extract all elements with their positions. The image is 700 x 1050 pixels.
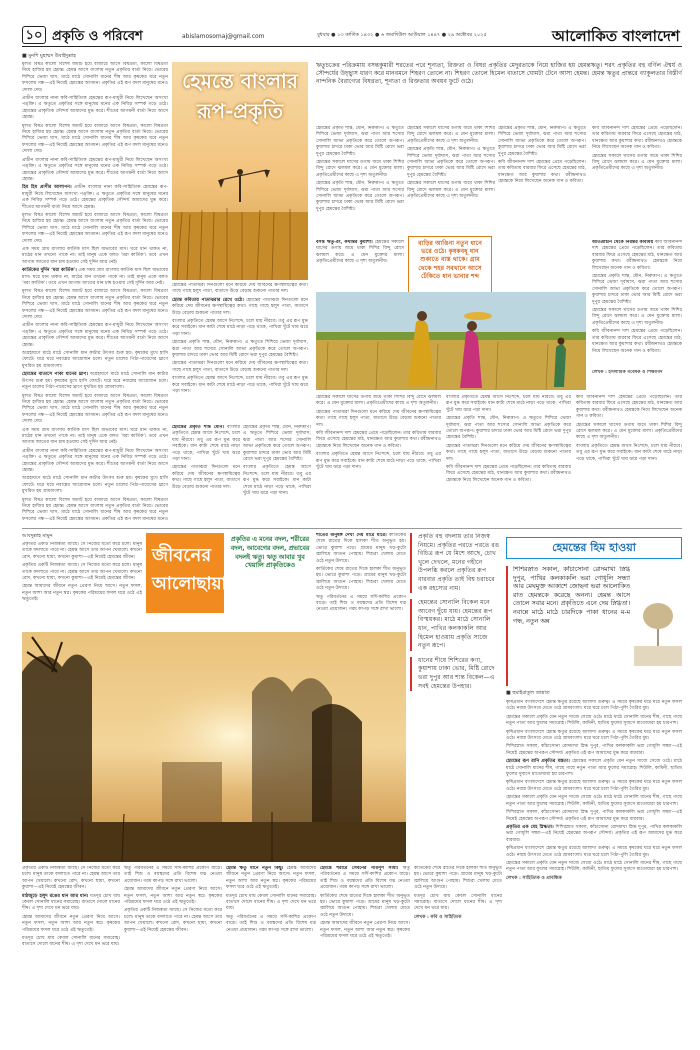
page-number: ১০ bbox=[22, 26, 46, 44]
paragraph: বাংলার প্রকৃতিতে হেমন্ত আসে নিঃশব্দে, চলে যায় নীরবে। তবু এর রূপ মুগ্ধ করে সবাইকে। ধান কাটা শেষে মাঠে নাড়া পড়ে থাকে, পাখিরা খুঁটে খায় ঝরে পড়া দানা। bbox=[172, 425, 240, 463]
article1-col4 bbox=[498, 126, 586, 240]
article1-col3 bbox=[407, 126, 495, 240]
paragraph: মূলত বিষণ্ণ কালো বিশেষ জমাট হয়ে বাজারে আসে বিষণ্ণতা, কালো বিষণ্ণতা নিয়ে হাজির হয় হেমন্ত। হেমন্ত আসে বাংলায় নতুন প্রকৃতির বার্তা নিয়ে। ভোরের শিশিরে ভেজা ঘাস, মাঠে মাঠে সোনালি ধানের শীষ আর কৃষকের ঘরে নতুন ফসলের গন্ধ—এই নিয়েই হেমন্তের আগমন। প্রকৃতির এই রূপ বদল মানুষের মনেও দোলা দেয়। bbox=[22, 289, 168, 321]
subheading: হেমন্তে শরীরে সেবনের পরিপূর্ণ সীমা। bbox=[320, 866, 399, 871]
paragraph: কবি জীবনানন্দ দাশ হেমন্তের প্রেমে পড়েছিলেন। তার কবিতায় বারবার ফিরে এসেছে হেমন্তের মাঠ, ধানক্ষেত আর কুয়াশার কথা। রবীন্দ্রনাথও হেমন্তকে নিয়ে লিখেছেন অনেক গান ও কবিতা। bbox=[592, 240, 682, 271]
article1-col1 bbox=[22, 62, 168, 520]
paragraph: হেমন্তের সকালে ঘাসের ডগায় জমে থাকা শিশির বিন্দু রোদে ঝলমল করে। এ যেন মুক্তোর মালা। প্রকৃতিপ্রেমীদের কাছে এ দৃশ্য অতুলনীয়। bbox=[592, 153, 682, 172]
writer-credit: লেখক : সাহিত্যিক ও প্রাবন্ধিক bbox=[506, 875, 562, 881]
paragraph: হেমন্তের সকালে ঘাসের ডগায় জমে থাকা শিশির বিন্দু রোদে ঝলমল করে। এ যেন মুক্তোর মালা। প্রকৃতিপ্রেমীদের কাছে এ দৃশ্য অতুলনীয়। bbox=[316, 395, 441, 407]
subheading: প্রকৃতির এক মেহ স্নিগ্ধতা। bbox=[506, 824, 554, 830]
subheading: হেমন্ত কবিতায় পাতাঝরার রেখে ওঠে। bbox=[172, 297, 244, 303]
article2-title-block bbox=[146, 533, 227, 613]
paragraph: এক সময় গ্রাম বাংলায় কার্তিক মাস ছিল অভাবের মাস। ঘরে ধান থাকত না, মাঠের ধান তখনো পাকে না। তাই মানুষ একে বলত ‘মরা কার্তিক’। তবে এখন আগাম জাতের ধান চাষ হওয়ায় সেই দুর্দিন আর নেই। bbox=[22, 246, 168, 265]
masthead-logo: আলোকিত বাংলাদেশ bbox=[552, 27, 680, 45]
image-tree-mist bbox=[634, 566, 682, 666]
article1-row2-col1 bbox=[172, 283, 308, 423]
header-email[interactable]: abislamosomaj@gmail.com bbox=[182, 33, 265, 40]
paragraph: হেমন্তের পাতাঝরা দিনগুলো মনে করিয়ে দেয় জীবনের ক্ষণস্থায়িত্বের কথা। গাছে গাছে হলুদ পাতা, বাতাসে উড়ে বেড়ায় শুকনো পাতার দল। bbox=[172, 465, 240, 490]
subheading: শীতের অনুষঙ্গ দেখা দেয় মীরে মীরে। bbox=[316, 533, 387, 538]
paragraph: কার্তিকের শেষে রাতের দিকে হালকা শীত অনুভূত হয়। ভোরে কুয়াশা পড়ে। গ্রামের মানুষ খড়-কুটো জ্বালিয়ে আগুন পোহায়। শিশুরা খেলায় মেতে ওঠে নতুন উদ্যমে। bbox=[320, 893, 410, 918]
paragraph: কার্তিকের শেষে রাতের দিকে হালকা শীত অনুভূত হয়। ভোরে কুয়াশা পড়ে। গ্রামের মানুষ খড়-কুটো জ্বালিয়ে আগুন পোহায়। শিশুরা খেলায় মেতে ওঠে নতুন উদ্যমে। bbox=[316, 533, 406, 564]
article2-col-left bbox=[22, 542, 142, 627]
subheading: বসন্ত ঋতু-রং, কথান্তর কুয়াশা। bbox=[316, 240, 373, 245]
paragraph: কৃষিপ্রধান বাংলাদেশে হেমন্ত ঋতুর রয়েছে আলাদা গুরুত্ব। এ সময়ে কৃষকের ঘরে ঘরে নতুন ফসল ওঠে। নবান্ন উৎসবে মেতে ওঠে গ্রামবাংলা। ঘরে ঘরে চলে পিঠা-পুলি তৈরির ধুম। bbox=[506, 780, 682, 792]
paragraph: হেমন্তের প্রকৃতি শান্ত, মৌন, নিরুত্তাপ। এ ঋতুতে শিশিরে ভেজা দূর্বাঘাস, ঝরা পাতা আর শস্যের সোনালি আভা প্রকৃতিকে করে তোলে অপরূপ। কুয়াশার চাদরে ঢাকা ভোর আর মিষ্টি রোদে ভরা দুপুর হেমন্তের বৈশিষ্ট্য। bbox=[172, 340, 308, 359]
paragraph: অগ্রহায়ণে মাঠে মাঠে সোনালি ধান কাটার উৎসব শুরু হয়। কৃষকের মুখে হাসি ফোটে। ঘরে ঘরে নবান্নের আয়োজন চলে। নতুন চালের পিঠা-পায়েসের ঘ্রাণে মুখরিত হয় গ্রামবাংলা। bbox=[22, 476, 168, 495]
article1-col2 bbox=[316, 126, 404, 240]
paragraph: প্রকৃতির একটি নিজস্বতা আছে। সে নিজের মতো করে চলে। মানুষ তাকে বদলাতে পারে না। হেমন্ত আসে তার আপন খেয়ালে। কখনো রোদ, কখনো ছায়া, কখনো কুয়াশা—এই নিয়েই হেমন্তের জীবন। bbox=[124, 908, 222, 933]
paragraph: অগ্রহায়ণে মাঠে মাঠে সোনালি ধান কাটার উৎসব শুরু হয়। কৃষকের মুখে হাসি ফোটে। ঘরে ঘরে নবান্নের আয়োজন চলে। নতুন চালের পিঠা-পায়েসের ঘ্রাণে মুখরিত হয় গ্রামবাংলা। bbox=[22, 372, 168, 391]
paragraph: কবি জীবনানন্দ দাশ হেমন্তের প্রেমে পড়েছিলেন। তার কবিতায় বারবার ফিরে এসেছে হেমন্তের মাঠ, ধানক্ষেত আর কুয়াশার কথা। রবীন্দ্রনাথও হেমন্তকে নিয়ে লিখেছেন অনেক গান ও কবিতা। bbox=[498, 160, 586, 185]
paragraph: হেমন্তের প্রকৃতি শান্ত, মৌন, নিরুত্তাপ। এ ঋতুতে শিশিরে ভেজা দূর্বাঘাস, ঝরা পাতা আর শস্যের সোনালি আভা প্রকৃতিকে করে তোলে অপরূপ। কুয়াশার চাদরে ঢাকা ভোর আর মিষ্টি রোদে ভরা দুপুর হেমন্তের বৈশিষ্ট্য। bbox=[316, 181, 404, 212]
paragraph: হেমন্তের পাতাঝরা দিনগুলো মনে করিয়ে দেয় জীবনের ক্ষণস্থায়িত্বের কথা। গাছে গাছে হলুদ পাতা, বাতাসে উড়ে বেড়ায় শুকনো পাতার দল। bbox=[446, 443, 571, 462]
paragraph: হেমন্তের পাতাঝরা দিনগুলো মনে করিয়ে দেয় জীবনের ক্ষণস্থায়িত্বের কথা। গাছে গাছে হলুদ পাতা, বাতাসে উড়ে বেড়ায় শুকনো পাতার দল। bbox=[172, 361, 308, 373]
article1-row2-col6 bbox=[576, 395, 682, 523]
article1-lead: ঋতুচক্রের পরিক্রমায় বসন্তকুমারী শরতের পরে শূন্যতা, রিক্ততা ও বিষণ্ণ প্রকৃতির মেদুরতাকে নিয়ে হাজির হয় হেমন্তঋতু। শরৎ প্রকৃতির বহু বর্ণিল ঐশ্বর্য ও সৌন্দর্যের উচ্ছ্বাস ধারণ করে মানবমনে শিহরণ তোলে না। শিহরণ তোলে হিমেল বাতাসে ঘোমটা টেনে আসা হেমন্ত। হেমন্ত ঋতুর প্রান্তরে ব্যাকুলতার বিস্তীর্ণ নান্দনিক বৈরাগ্যের বিষণ্ণতা, শূন্যতা ও রিক্ততার অবয়ব ফুটে ওঠে। bbox=[316, 62, 682, 86]
paragraph: যতদূর চোখ যায় কেবল সোনালি ধানের সমারোহ। বাতাসে দোলে ধানের শীষ। এ দৃশ্য দেখে মন ভরে যায়। bbox=[226, 893, 316, 912]
paragraph: বাংলার প্রকৃতিতে হেমন্ত আসে নিঃশব্দে, চলে যায় নীরবে। তবু এর রূপ মুগ্ধ করে সবাইকে। ধান কাটা শেষে মাঠে নাড়া পড়ে থাকে, পাখিরা খুঁটে খায় ঝরে পড়া দানা। bbox=[243, 465, 311, 497]
paragraph: কার্তিকের শেষে রাতের দিকে হালকা শীত অনুভূত হয়। ভোরে কুয়াশা পড়ে। গ্রামের মানুষ খড়-কুটো জ্বালিয়ে আগুন পোহায়। শিশুরা খেলায় মেতে ওঠে নতুন উদ্যমে। bbox=[316, 567, 406, 592]
paragraph: শিশিরস্নাত সকাল, কাঁচাসোনা রোদমাখা স্নিগ্ধ দুপুর, পাখির কলকাকলি ভরা গোধূলি সন্ধ্যা—এই নিয়েই হেমন্তের অপরূপ সৌন্দর্য। প্রকৃতির এই রূপ আমাদের মুগ্ধ করে বারবার। bbox=[506, 824, 682, 843]
paragraph: প্রাচীন বাংলার নানা কবি-সাহিত্যিক হেমন্তের রূপ-মাধুরী নিয়ে লিখেছেন অসংখ্য পঙ্‌ক্তি। এ ঋতুতে প্রকৃতির সঙ্গে মানুষের মনের এক নিবিড় সম্পর্ক গড়ে ওঠে। হেমন্তের প্রাকৃতিক সৌন্দর্য আমাদের মুগ্ধ করে। শীতের আগমনী বার্তা নিয়ে আসে হেমন্ত। bbox=[22, 96, 168, 121]
page-header bbox=[22, 25, 682, 47]
pullquote-text: বাড়ির আঙিনা নতুন ধানে ভরে ওঠে। কৃষকবধূ ধান শুকাতে ব্যস্ত থাকে। গ্রাম থেকে শহর সবখানে আসে ঢেঁকিতে ধান ভানার শব্দ bbox=[418, 240, 482, 280]
paragraph: হেমন্তের সকালে ঘাসের ডগায় জমে থাকা শিশির বিন্দু রোদে ঝলমল করে। এ যেন মুক্তোর মালা। প্রকৃতিপ্রেমীদের কাছে এ দৃশ্য অতুলনীয়। bbox=[407, 181, 495, 200]
subheading: হেমন্ত ঋতু মানে নতুন কিছু। bbox=[226, 866, 284, 871]
article1-title-box bbox=[172, 62, 308, 152]
paragraph: অগ্রহায়ণে মাঠে মাঠে সোনালি ধান কাটার উৎসব শুরু হয়। কৃষকের মুখে হাসি ফোটে। ঘরে ঘরে নবান্নের আয়োজন চলে। নতুন চালের পিঠা-পায়েসের ঘ্রাণে মুখরিত হয় গ্রামবাংলা। bbox=[22, 351, 168, 369]
paragraph: হেমন্তের প্রকৃতি শান্ত, মৌন, নিরুত্তাপ। এ ঋতুতে শিশিরে ভেজা দূর্বাঘাস, ঝরা পাতা আর শস্যের সোনালি আভা প্রকৃতিকে করে তোলে অপরূপ। কুয়াশার চাদরে ঢাকা ভোর আর মিষ্টি রোদে ভরা দুপুর হেমন্তের বৈশিষ্ট্য। bbox=[316, 126, 404, 157]
paragraph: যতদূর চোখ যায় কেবল সোনালি ধানের সমারোহ। বাতাসে দোলে ধানের শীষ। এ দৃশ্য দেখে মন ভরে যায়। bbox=[414, 893, 502, 912]
paragraph: মূলত বিষণ্ণ কালো বিশেষ জমাট হয়ে বাজারে আসে বিষণ্ণতা, কালো বিষণ্ণতা নিয়ে হাজির হয় হেমন্ত। হেমন্ত আসে বাংলায় নতুন প্রকৃতির বার্তা নিয়ে। ভোরের শিশিরে ভেজা ঘাস, মাঠে মাঠে সোনালি ধানের শীষ আর কৃষকের ঘরে নতুন ফসলের গন্ধ—এই নিয়েই হেমন্তের আগমন। প্রকৃতির এই রূপ বদল মানুষের মনেও দোলা দেয়। bbox=[22, 123, 168, 155]
article2-lower-col3 bbox=[226, 866, 316, 1030]
article2-deck: প্রকৃতির এ মনের বদল, শরীরের বদল, আবেগের বদল, প্রভাবের বদলই ঋতু। ঋতু আবার খুব খেয়ালি প্রাকৃতিকেও bbox=[230, 536, 310, 570]
paragraph: হেমন্ত আমাদের জীবনে নতুন প্রেরণা নিয়ে আসে। নতুন ফসল, নতুন আশা আর নতুন স্বপ্ন। কৃষকের পরিশ্রমের ফসল ঘরে ওঠে এই ঋতুতেই। bbox=[226, 866, 316, 891]
paragraph: হেমন্তের প্রকৃতি শান্ত, মৌন, নিরুত্তাপ। এ ঋতুতে শিশিরে ভেজা দূর্বাঘাস, ঝরা পাতা আর শস্যের সোনালি আভা প্রকৃতিকে করে তোলে অপরূপ। কুয়াশার চাদরে ঢাকা ভোর আর মিষ্টি রোদে ভরা দুপুর হেমন্তের বৈশিষ্ট্য। bbox=[498, 126, 586, 157]
paragraph: কৃষিপ্রধান বাংলাদেশে হেমন্ত ঋতুর রয়েছে আলাদা গুরুত্ব। এ সময়ে কৃষকের ঘরে ঘরে নতুন ফসল ওঠে। নবান্ন উৎসবে মেতে ওঠে গ্রামবাংলা। ঘরে ঘরে চলে পিঠা-পুলি তৈরির ধুম। bbox=[506, 846, 682, 858]
poem-column bbox=[410, 533, 500, 863]
article1-col2b bbox=[316, 240, 404, 288]
article1-byline: ■ মুনশি মুহাম্মদ উবাইদুল্লাহ bbox=[22, 53, 76, 59]
paragraph: প্রকৃতির একটি নিজস্বতা আছে। সে নিজের মতো করে চলে। মানুষ তাকে বদলাতে পারে না। হেমন্ত আসে তার আপন খেয়ালে। কখনো রোদ, কখনো ছায়া, কখনো কুয়াশা—এই নিয়েই হেমন্তের জীবন। bbox=[22, 563, 142, 582]
article2-lower-col5 bbox=[414, 866, 502, 1030]
paragraph: হেমন্ত আমাদের জীবনে নতুন প্রেরণা নিয়ে আসে। নতুন ফসল, নতুন আশা আর নতুন স্বপ্ন। কৃষকের পরিশ্রমের ফসল ঘরে ওঠে এই ঋতুতেই। bbox=[320, 921, 410, 940]
article1-col5 bbox=[592, 126, 682, 240]
paragraph: হেমন্তের প্রকৃতি শান্ত, মৌন, নিরুত্তাপ। এ ঋতুতে শিশিরে ভেজা দূর্বাঘাস, ঝরা পাতা আর শস্যের সোনালি আভা প্রকৃতিকে করে তোলে অপরূপ। কুয়াশার চাদরে ঢাকা ভোর আর মিষ্টি রোদে ভরা দুপুর হেমন্তের বৈশিষ্ট্য। bbox=[446, 416, 571, 441]
paragraph: কৃষিপ্রধান বাংলাদেশে হেমন্ত ঋতুর রয়েছে আলাদা গুরুত্ব। এ সময়ে কৃষকের ঘরে ঘরে নতুন ফসল ওঠে। নবান্ন উৎসবে মেতে ওঠে গ্রামবাংলা। ঘরে ঘরে চলে পিঠা-পুলি তৈরির ধুম। bbox=[506, 700, 682, 712]
paragraph: হেমন্তের পাতাঝরা দিনগুলো মনে করিয়ে দেয় জীবনের ক্ষণস্থায়িত্বের কথা। গাছে গাছে হলুদ পাতা, বাতাসে উড়ে বেড়ায় শুকনো পাতার দল। bbox=[172, 283, 308, 295]
subheading: হিম হিম প্রাণীর আলাপন। bbox=[22, 185, 72, 191]
paragraph: হেমন্তের পাতাঝরা দিনগুলো মনে করিয়ে দেয় জীবনের ক্ষণস্থায়িত্বের কথা। গাছে গাছে হলুদ পাতা, বাতাসে উড়ে বেড়ায় শুকনো পাতার দল। bbox=[172, 297, 308, 316]
paragraph: কবি জীবনানন্দ দাশ হেমন্তের প্রেমে পড়েছিলেন। তার কবিতায় বারবার ফিরে এসেছে হেমন্তের মাঠ, ধানক্ষেত আর কুয়াশার কথা। রবীন্দ্রনাথও হেমন্তকে নিয়ে লিখেছেন অনেক গান ও কবিতা। bbox=[446, 465, 571, 483]
paragraph: কবি জীবনানন্দ দাশ হেমন্তের প্রেমে পড়েছিলেন। তার কবিতায় বারবার ফিরে এসেছে হেমন্তের মাঠ, ধানক্ষেত আর কুয়াশার কথা। রবীন্দ্রনাথও হেমন্তকে নিয়ে লিখেছেন অনেক গান ও কবিতা। bbox=[576, 395, 682, 420]
paragraph: হেমন্তের প্রকৃতি শান্ত, মৌন, নিরুত্তাপ। এ ঋতুতে শিশিরে ভেজা দূর্বাঘাস, ঝরা পাতা আর শস্যের সোনালি আভা প্রকৃতিকে করে তোলে অপরূপ। কুয়াশার চাদরে ঢাকা ভোর আর মিষ্টি রোদে ভরা দুপুর হেমন্তের বৈশিষ্ট্য। bbox=[592, 274, 682, 305]
paragraph: হেমন্তের সকালে ঘাসের ডগায় জমে থাকা শিশির বিন্দু রোদে ঝলমল করে। এ যেন মুক্তোর মালা। প্রকৃতিপ্রেমীদের কাছে এ দৃশ্য অতুলনীয়। bbox=[407, 126, 495, 144]
section-divider bbox=[22, 528, 682, 529]
article3-lead: শিশিরস্নাত সকাল, কাঁচাসোনা রোদমাখা স্নিগ্ধ দুপুর, পাখির কলকাকলি ভরা গোধূলি সন্ধ্যা আর মেঘমুক্ত আকাশে জোছনা ভরা আলোকিত রাত হেমন্তকে করেছে অনন্য। হেমন্ত আসে তোলে সবার মনে। প্রকৃতিতে এনে দেয় স্নিগ্ধতা। নবান্নে মাঠে মাঠে চারদিকে পাকা ধানের ম-ম গন্ধ, নতুন অন্ন bbox=[506, 566, 630, 686]
paragraph: কার্তিকের শেষে রাতের দিকে হালকা শীত অনুভূত হয়। ভোরে কুয়াশা পড়ে। গ্রামের মানুষ খড়-কুটো জ্বালিয়ে আগুন পোহায়। শিশুরা খেলায় মেতে ওঠে নতুন উদ্যমে। bbox=[414, 866, 502, 891]
article1-row2-col2 bbox=[172, 425, 240, 525]
article1-col5b bbox=[592, 240, 682, 370]
article2-byline: আবদুল্লাহ মামুন bbox=[22, 533, 53, 539]
article3-body bbox=[506, 700, 682, 1030]
paragraph: হেমন্তের প্রকৃতি শান্ত, মৌন, নিরুত্তাপ। এ ঋতুতে শিশিরে ভেজা দূর্বাঘাস, ঝরা পাতা আর শস্যের সোনালি আভা প্রকৃতিকে করে তোলে অপরূপ। কুয়াশার চাদরে ঢাকা ভোর আর মিষ্টি রোদে ভরা দুপুর হেমন্তের বৈশিষ্ট্য। bbox=[407, 147, 495, 178]
poem-stanza: প্রকৃতি বহু বদলায় তার নিজস্ব নিয়মে। প্রকৃতির পরতে পরতে রঙ বিচিত্র রূপ যে মিশে আছে, চোখ খুলে দেখলে, মনের গহীনে উপলব্ধি করলে প্রকৃতির রূপ বারবার প্রকৃতি তাই বিশ্ব চরাচরে এক রহস্যের নাম। bbox=[410, 533, 500, 593]
paragraph: এক সময় গ্রাম বাংলায় কার্তিক মাস ছিল অভাবের মাস। ঘরে ধান থাকত না, মাঠের ধান তখনো পাকে না। তাই মানুষ একে বলত ‘মরা কার্তিক’। তবে এখন আগাম জাতের ধান চাষ হওয়ায় সেই দুর্দিন আর নেই। bbox=[22, 427, 168, 446]
paragraph: মূলত বিষণ্ণ কালো বিশেষ জমাট হয়ে বাজারে আসে বিষণ্ণতা, কালো বিষণ্ণতা নিয়ে হাজির হয় হেমন্ত। হেমন্ত আসে বাংলায় নতুন প্রকৃতির বার্তা নিয়ে। ভোরের শিশিরে ভেজা ঘাস, মাঠে মাঠে সোনালি ধানের শীষ আর কৃষকের ঘরে নতুন ফসলের গন্ধ—এই নিয়েই হেমন্তের আগমন। প্রকৃতির এই রূপ বদল মানুষের মনেও bbox=[22, 497, 168, 520]
subheading: হেমন্তের রূপ রানি প্রকৃতির মন্ত্রতা। bbox=[506, 759, 570, 765]
subheading: মাঠজুড়ে হলুদ রঙের ধান আর ধান। bbox=[22, 893, 89, 899]
paragraph: হেমন্তের সকালে প্রকৃতি যেন নতুন সাজে সেজে ওঠে। মাঠে মাঠে সোনালি ধানের শীষ, গাছে গাছে নতুন পাতা আর ফুলের সমারোহ। শিউলি, কামিনী, ছাতিম ফুলের সুবাসে মাতোয়ারা হয় চারপাশ। bbox=[506, 795, 682, 807]
paragraph: মূলত বিষণ্ণ কালো বিশেষ জমাট হয়ে বাজারে আসে বিষণ্ণতা, কালো বিষণ্ণতা নিয়ে হাজির হয় হেমন্ত। হেমন্ত আসে বাংলায় নতুন প্রকৃতির বার্তা নিয়ে। ভোরের শিশিরে ভেজা ঘাস, মাঠে মাঠে সোনালি ধানের শীষ আর কৃষকের ঘরে নতুন ফসলের গন্ধ—এই নিয়েই হেমন্তের আগমন। প্রকৃতির এই রূপ বদল মানুষের মনেও দোলা দেয়। bbox=[22, 62, 168, 93]
article2-lower-col1 bbox=[22, 866, 120, 1030]
poem-stanza: হেমন্তের সোনালি বিকেল মনে আবেগ ছুঁয়ে যায়। হেমন্তের রূপ বিস্ময়কর। মাঠে মাঠে সোনালি ধান, পাখির কলকাকলি আর হিমেল হাওয়ায় প্রকৃতি সাজে নতুন রূপে। bbox=[410, 599, 500, 651]
article3-title-box bbox=[506, 537, 682, 559]
writer-credit: লেখক : কবি ও সাহিত্যিক bbox=[414, 914, 462, 920]
writer-credit: লেখক : ইসলামিক গবেষক ও শিক্ষাবিদ bbox=[592, 370, 663, 375]
paragraph: প্রকৃতির একটি নিজস্বতা আছে। সে নিজের মতো করে চলে। মানুষ তাকে বদলাতে পারে না। হেমন্ত আসে তার আপন খেয়ালে। কখনো রোদ, কখনো ছায়া, কখনো কুয়াশা—এই নিয়েই হেমন্তের জীবন। bbox=[22, 542, 142, 560]
article2-title-line1: জীবনের bbox=[152, 545, 212, 566]
paragraph: ঋতু পরিবর্তনের এ সময়ে সর্দি-কাশির প্রকোপ বাড়ে। তাই শিশু ও বয়স্কদের প্রতি বিশেষ যত্ন নেওয়া প্রয়োজন। গরম কাপড় সঙ্গে রাখা ভালো। bbox=[124, 866, 222, 884]
subheading: কার্তিকের দুর্দিন ‘মরা কার্তিক’। bbox=[22, 268, 77, 274]
header-date: বুধবার ● ১৩ কার্তিক ১৪৩২ ● ৬ জমাদিউল আউয়াল ১৪৪৭ ● ২৯ অক্টোবর ২০২৫ bbox=[317, 32, 487, 38]
poem-stanza: ধানের শীষে শিশিরের কণা, কুয়াশায় ঢাকা ভোর, মিষ্টি রোদে ভরা দুপুর আর শান্ত বিকেল—এ সবই হেমন্তের উপহার। bbox=[410, 657, 500, 691]
paragraph: শিশিরস্নাত সকাল, কাঁচাসোনা রোদমাখা স্নিগ্ধ দুপুর, পাখির কলকাকলি ভরা গোধূলি সন্ধ্যা—এই নিয়েই হেমন্তের অপরূপ সৌন্দর্য। প্রকৃতির এই রূপ আমাদের মুগ্ধ করে বারবার। bbox=[506, 810, 682, 822]
paragraph: প্রাচীন বাংলার নানা কবি-সাহিত্যিক হেমন্তের রূপ-মাধুরী নিয়ে লিখেছেন অসংখ্য পঙ্‌ক্তি। এ ঋতুতে প্রকৃতির সঙ্গে মানুষের মনের এক নিবিড় সম্পর্ক গড়ে ওঠে। হেমন্তের প্রাকৃতিক সৌন্দর্য আমাদের মুগ্ধ করে। শীতের আগমনী বার্তা নিয়ে আসে হেমন্ত। bbox=[22, 185, 168, 210]
subheading: হেমন্তের বাতাসে পাকা ধানের ঘ্রাণ। bbox=[22, 372, 88, 378]
paragraph: মূলত বিষণ্ণ কালো বিশেষ জমাট হয়ে বাজারে আসে বিষণ্ণতা, কালো বিষণ্ণতা নিয়ে হাজির হয় হেমন্ত। হেমন্ত আসে বাংলায় নতুন প্রকৃতির বার্তা নিয়ে। ভোরের শিশিরে ভেজা ঘাস, মাঠে মাঠে সোনালি ধানের শীষ আর কৃষকের ঘরে নতুন ফসলের গন্ধ—এই নিয়েই হেমন্তের আগমন। প্রকৃতির এই রূপ বদল মানুষের মনেও দোলা দেয়। bbox=[22, 212, 168, 244]
article1-row2-col3 bbox=[243, 425, 311, 525]
article2-lower-col4 bbox=[320, 866, 410, 1030]
subheading: হেমন্তের প্রকৃতি শান্ত মৌন। bbox=[172, 425, 224, 430]
article2-lower-col2 bbox=[124, 866, 222, 1030]
article3-title: হেমন্তের হিম হাওয়া bbox=[552, 541, 636, 554]
paragraph: হেমন্ত আমাদের জীবনে নতুন প্রেরণা নিয়ে আসে। নতুন ফসল, নতুন আশা আর নতুন স্বপ্ন। কৃষকের পরিশ্রমের ফসল ঘরে ওঠে এই ঋতুতেই। bbox=[22, 584, 142, 603]
paragraph: বাংলার প্রকৃতিতে হেমন্ত আসে নিঃশব্দে, চলে যায় নীরবে। তবু এর রূপ মুগ্ধ করে সবাইকে। ধান কাটা শেষে মাঠে নাড়া পড়ে থাকে, পাখিরা খুঁটে খায় ঝরে পড়া দানা। bbox=[316, 452, 441, 471]
section-title: প্রকৃতি ও পরিবেশ bbox=[52, 29, 143, 44]
paragraph: কবি জীবনানন্দ দাশ হেমন্তের প্রেমে পড়েছিলেন। তার কবিতায় বারবার ফিরে এসেছে হেমন্তের মাঠ, ধানক্ষেত আর কুয়াশার কথা। রবীন্দ্রনাথও হেমন্তকে নিয়ে লিখেছেন অনেক গান ও কবিতা। bbox=[592, 126, 682, 151]
article1-col4b bbox=[592, 370, 682, 392]
article2-right-col1 bbox=[316, 533, 406, 638]
paragraph: প্রাচীন বাংলার নানা কবি-সাহিত্যিক হেমন্তের রূপ-মাধুরী নিয়ে লিখেছেন অসংখ্য পঙ্‌ক্তি। এ ঋতুতে প্রকৃতির সঙ্গে মানুষের মনের এক নিবিড় সম্পর্ক গড়ে ওঠে। হেমন্তের প্রাকৃতিক সৌন্দর্য আমাদের মুগ্ধ করে। শীতের আগমনী বার্তা নিয়ে আসে হেমন্ত। bbox=[22, 157, 168, 182]
article1-row2-col5 bbox=[446, 395, 571, 523]
article1-row2-col4 bbox=[316, 395, 441, 523]
paragraph: হেমন্ত আমাদের জীবনে নতুন প্রেরণা নিয়ে আসে। নতুন ফসল, নতুন আশা আর নতুন স্বপ্ন। কৃষকের পরিশ্রমের ফসল ঘরে ওঠে এই ঋতুতেই। bbox=[124, 887, 222, 906]
paragraph: যতদূর চোখ যায় কেবল সোনালি ধানের সমারোহ। বাতাসে দোলে ধানের শীষ। এ দৃশ্য দেখে মন ভরে যায়। bbox=[22, 936, 120, 948]
paragraph: হেমন্তের সকালে প্রকৃতি যেন নতুন সাজে সেজে ওঠে। মাঠে মাঠে সোনালি ধানের শীষ, গাছে গাছে নতুন পাতা আর ফুলের সমারোহ। শিউলি, কামিনী, ছাতিম ফুলের সুবাসে মাতোয়ারা হয় চারপাশ। bbox=[506, 860, 682, 873]
paragraph: ঋতু পরিবর্তনের এ সময়ে সর্দি-কাশির প্রকোপ বাড়ে। তাই শিশু ও বয়স্কদের প্রতি বিশেষ যত্ন নেওয়া প্রয়োজন। গরম কাপড় সঙ্গে রাখা ভালো। bbox=[226, 914, 316, 933]
paragraph: এক সময় গ্রাম বাংলায় কার্তিক মাস ছিল অভাবের মাস। ঘরে ধান থাকত না, মাঠের ধান তখনো পাকে না। তাই মানুষ একে বলত ‘মরা কার্তিক’। তবে এখন আগাম জাতের ধান চাষ হওয়ায় সেই দুর্দিন আর নেই। bbox=[22, 268, 168, 286]
paragraph: বাংলার প্রকৃতিতে হেমন্ত আসে নিঃশব্দে, চলে যায় নীরবে। তবু এর রূপ মুগ্ধ করে সবাইকে। ধান কাটা শেষে মাঠে নাড়া পড়ে থাকে, পাখিরা খুঁটে খায় ঝরে পড়া দানা। bbox=[172, 376, 308, 395]
paragraph: হেমন্তের সকালে ঘাসের ডগায় জমে থাকা শিশির বিন্দু রোদে ঝলমল করে। এ যেন মুক্তোর মালা। প্রকৃতিপ্রেমীদের কাছে এ দৃশ্য অতুলনীয়। bbox=[592, 308, 682, 326]
paragraph: কৃষিপ্রধান বাংলাদেশে হেমন্ত ঋতুর রয়েছে আলাদা গুরুত্ব। এ সময়ে কৃষকের ঘরে ঘরে নতুন ফসল ওঠে। নবান্ন উৎসবে মেতে ওঠে গ্রামবাংলা। ঘরে ঘরে চলে পিঠা-পুলি তৈরির ধুম। bbox=[506, 729, 682, 742]
paragraph: যতদূর চোখ যায় কেবল সোনালি ধানের সমারোহ। বাতাসে দোলে ধানের শীষ। এ দৃশ্য দেখে মন ভরে যায়। bbox=[22, 893, 120, 912]
paragraph: হেমন্ত আমাদের জীবনে নতুন প্রেরণা নিয়ে আসে। নতুন ফসল, নতুন আশা আর নতুন স্বপ্ন। কৃষকের পরিশ্রমের ফসল ঘরে ওঠে এই ঋতুতেই। bbox=[22, 914, 120, 933]
paragraph: কবি জীবনানন্দ দাশ হেমন্তের প্রেমে পড়েছিলেন। তার কবিতায় বারবার ফিরে এসেছে হেমন্তের মাঠ, ধানক্ষেত আর কুয়াশার কথা। রবীন্দ্রনাথও হেমন্তকে নিয়ে লিখেছেন অনেক গান ও কবিতা। bbox=[592, 329, 682, 354]
paragraph: হেমন্তের সকালে প্রকৃতি যেন নতুন সাজে সেজে ওঠে। মাঠে মাঠে সোনালি ধানের শীষ, গাছে গাছে নতুন পাতা আর ফুলের সমারোহ। শিউলি, কামিনী, ছাতিম ফুলের সুবাসে মাতোয়ারা হয় চারপাশ। bbox=[506, 759, 682, 778]
paragraph: কবি জীবনানন্দ দাশ হেমন্তের প্রেমে পড়েছিলেন। তার কবিতায় বারবার ফিরে এসেছে হেমন্তের মাঠ, ধানক্ষেত আর কুয়াশার কথা। রবীন্দ্রনাথও হেমন্তকে নিয়ে লিখেছেন অনেক গান ও কবিতা। bbox=[316, 431, 441, 449]
paragraph: হেমন্তের সকালে ঘাসের ডগায় জমে থাকা শিশির বিন্দু রোদে ঝলমল করে। এ যেন মুক্তোর মালা। প্রকৃতিপ্রেমীদের কাছে এ দৃশ্য অতুলনীয়। bbox=[316, 240, 404, 265]
article3-byline: ■ হুমাইরাতুল জান্নাত bbox=[506, 690, 550, 696]
paragraph: বাংলার প্রকৃতিতে হেমন্ত আসে নিঃশব্দে, চলে যায় নীরবে। তবু এর রূপ মুগ্ধ করে সবাইকে। ধান কাটা শেষে মাঠে নাড়া পড়ে থাকে, পাখিরা খুঁটে খায় ঝরে পড়া দানা। bbox=[446, 395, 571, 413]
paragraph: শিশিরস্নাত সকাল, কাঁচাসোনা রোদমাখা স্নিগ্ধ দুপুর, পাখির কলকাকলি ভরা গোধূলি সন্ধ্যা—এই নিয়েই হেমন্তের অপরূপ সৌন্দর্য। প্রকৃতির এই রূপ আমাদের মুগ্ধ করে বারবার। bbox=[506, 744, 682, 756]
paragraph: ঋতু পরিবর্তনের এ সময়ে সর্দি-কাশির প্রকোপ বাড়ে। তাই শিশু ও বয়স্কদের প্রতি বিশেষ যত্ন নেওয়া প্রয়োজন। গরম কাপড় সঙ্গে রাখা ভালো। bbox=[316, 594, 406, 613]
paragraph: প্রকৃতির একটি নিজস্বতা আছে। সে নিজের মতো করে চলে। মানুষ তাকে বদলাতে পারে না। হেমন্ত আসে তার আপন খেয়ালে। কখনো রোদ, কখনো ছায়া, কখনো কুয়াশা—এই নিয়েই হেমন্তের জীবন। bbox=[22, 866, 120, 891]
paragraph: প্রাচীন বাংলার নানা কবি-সাহিত্যিক হেমন্তের রূপ-মাধুরী নিয়ে লিখেছেন অসংখ্য পঙ্‌ক্তি। এ ঋতুতে প্রকৃতির সঙ্গে মানুষের মনের এক নিবিড় সম্পর্ক গড়ে ওঠে। হেমন্তের প্রাকৃতিক সৌন্দর্য আমাদের মুগ্ধ করে। শীতের আগমনী বার্তা নিয়ে আসে হেমন্ত। bbox=[22, 448, 168, 473]
paragraph: হেমন্তের সকালে ঘাসের ডগায় জমে থাকা শিশির বিন্দু রোদে ঝলমল করে। এ যেন মুক্তোর মালা। প্রকৃতিপ্রেমীদের কাছে এ দৃশ্য অতুলনীয়। bbox=[576, 422, 682, 441]
paragraph: হেমন্তের সকালে প্রকৃতি যেন নতুন সাজে সেজে ওঠে। মাঠে মাঠে সোনালি ধানের শীষ, গাছে গাছে নতুন পাতা আর ফুলের সমারোহ। শিউলি, কামিনী, ছাতিম ফুলের সুবাসে মাতোয়ারা হয় চারপাশ। bbox=[506, 714, 682, 727]
paragraph: ঋতু পরিবর্তনের এ সময়ে সর্দি-কাশির প্রকোপ বাড়ে। তাই শিশু ও বয়স্কদের প্রতি বিশেষ যত্ন নেওয়া প্রয়োজন। গরম কাপড় সঙ্গে রাখা ভালো। bbox=[320, 866, 410, 891]
pullquote-box bbox=[408, 236, 492, 294]
image-women-harvest bbox=[316, 292, 586, 390]
paragraph: মূলত বিষণ্ণ কালো বিশেষ জমাট হয়ে বাজারে আসে বিষণ্ণতা, কালো বিষণ্ণতা নিয়ে হাজির হয় হেমন্ত। হেমন্ত আসে বাংলায় নতুন প্রকৃতির বার্তা নিয়ে। ভোরের শিশিরে ভেজা ঘাস, মাঠে মাঠে সোনালি ধানের শীষ আর কৃষকের ঘরে নতুন ফসলের গন্ধ—এই নিয়েই হেমন্তের আগমন। প্রকৃতির এই রূপ বদল মানুষের মনেও দোলা দেয়। bbox=[22, 393, 168, 425]
paragraph: হেমন্তের পাতাঝরা দিনগুলো মনে করিয়ে দেয় জীবনের ক্ষণস্থায়িত্বের কথা। গাছে গাছে হলুদ পাতা, বাতাসে উড়ে বেড়ায় শুকনো পাতার দল। bbox=[316, 409, 441, 428]
paragraph: বাংলার প্রকৃতিতে হেমন্ত আসে নিঃশব্দে, চলে যায় নীরবে। তবু এর রূপ মুগ্ধ করে সবাইকে। ধান কাটা শেষে মাঠে নাড়া পড়ে থাকে, পাখিরা খুঁটে খায় ঝরে পড়া দানা। bbox=[172, 319, 308, 337]
article2-title-line2: আলোছায়া bbox=[152, 574, 227, 594]
article1-title: হেমন্তে বাংলার রূপ-প্রকৃতি bbox=[182, 69, 298, 123]
image-misty-sunrise bbox=[22, 632, 406, 862]
paragraph: বাংলার প্রকৃতিতে হেমন্ত আসে নিঃশব্দে, চলে যায় নীরবে। তবু এর রূপ মুগ্ধ করে সবাইকে। ধান কাটা শেষে মাঠে নাড়া পড়ে থাকে, পাখিরা খুঁটে খায় ঝরে পড়া দানা। bbox=[576, 443, 682, 462]
paragraph: হেমন্তের প্রকৃতি শান্ত, মৌন, নিরুত্তাপ। এ ঋতুতে শিশিরে ভেজা দূর্বাঘাস, ঝরা পাতা আর শস্যের সোনালি আভা প্রকৃতিকে করে তোলে অপরূপ। কুয়াশার চাদরে ঢাকা ভোর আর মিষ্টি রোদে ভরা দুপুর হেমন্তের বৈশিষ্ট্য। bbox=[243, 425, 311, 463]
paragraph: প্রাচীন বাংলার নানা কবি-সাহিত্যিক হেমন্তের রূপ-মাধুরী নিয়ে লিখেছেন অসংখ্য পঙ্‌ক্তি। এ ঋতুতে প্রকৃতির সঙ্গে মানুষের মনের এক নিবিড় সম্পর্ক গড়ে ওঠে। হেমন্তের প্রাকৃতিক সৌন্দর্য আমাদের মুগ্ধ করে। শীতের আগমনী বার্তা নিয়ে আসে হেমন্ত। bbox=[22, 323, 168, 348]
subheading: অতিপ্রাচীন থেকে নিরন্তর কাব্যময় bbox=[592, 240, 654, 245]
paragraph: হেমন্তের সকালে ঘাসের ডগায় জমে থাকা শিশির বিন্দু রোদে ঝলমল করে। এ যেন মুক্তোর মালা। প্রকৃতিপ্রেমীদের কাছে এ দৃশ্য অতুলনীয়। bbox=[316, 160, 404, 178]
